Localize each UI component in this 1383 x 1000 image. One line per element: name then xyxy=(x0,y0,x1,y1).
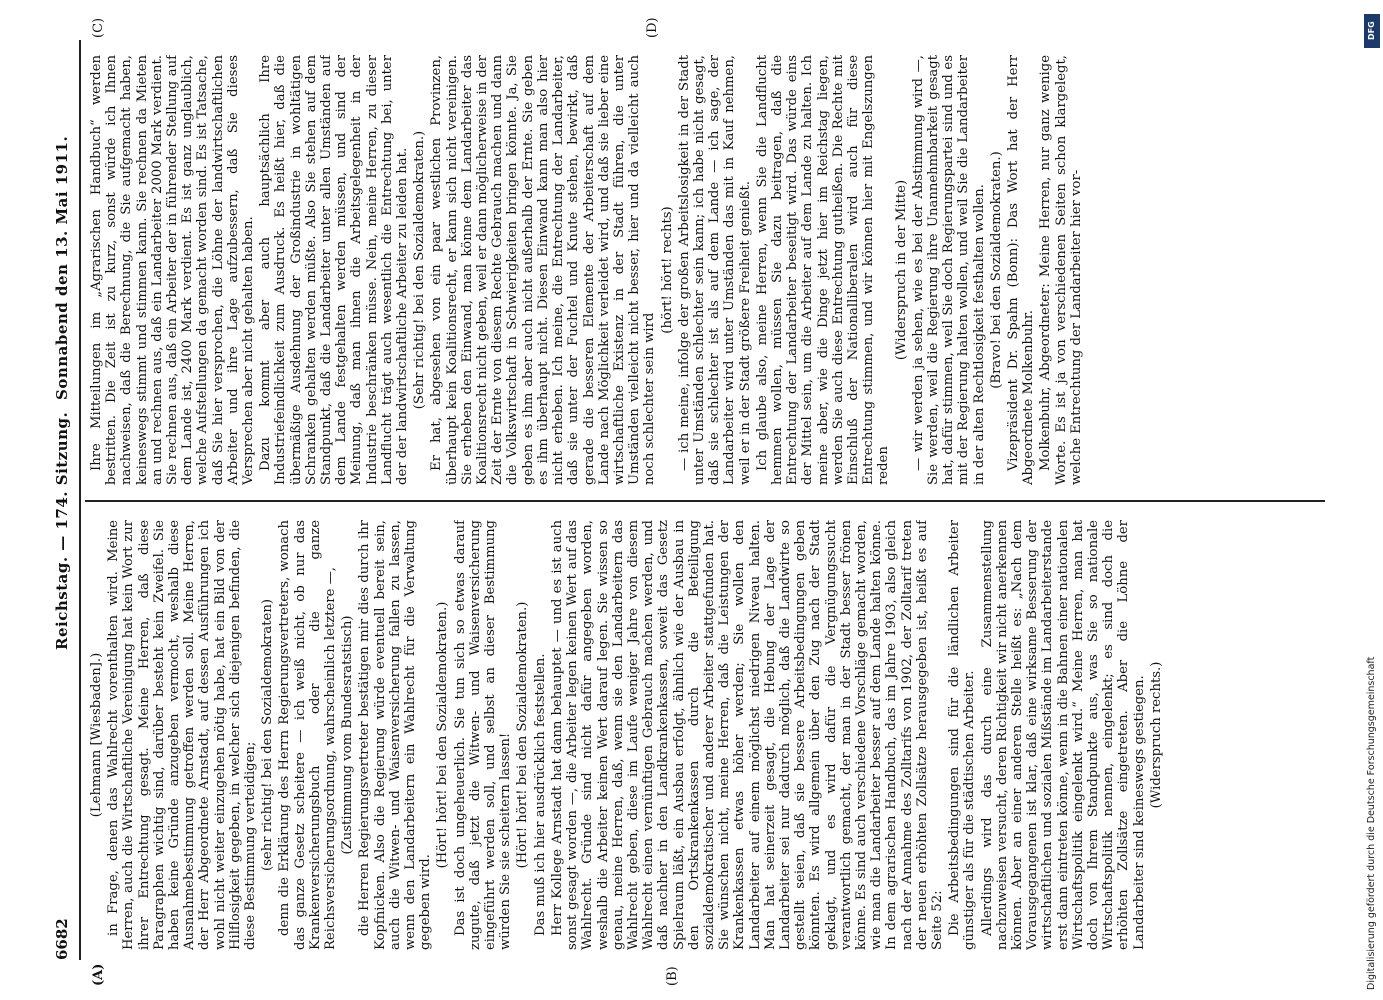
paragraph: (Hört! hört! bei den Sozialdemokraten.) xyxy=(435,601,451,869)
paragraph: (Hört! hört! bei den Sozialdemokraten.) xyxy=(515,601,531,869)
paragraph: Herr Kollege Arnstadt hat dann behauptet — und es ist auch sonst gesagt worden —, die Arbeiter legen keinen Wert auf das Wahlrecht. Gründe sind nicht dafür angegeben worden, weshalb die Arbeiter keinen Wert darauf legen. Sie wissen so genau, meine Herren, daß, wenn sie den Landarbeitern das Wahlrecht geben, diese im Laufe weniger Jahre von diesem Wahlrecht einen vernünftigen Gebrauch machen werden, und daß nachher in den Landkrankenkassen, soweit das Gesetz Spielraum läßt, ein Ausbau erfolgt, ähnlich wie der Ausbau in den Ortskrankenkassen durch die Beteiligung sozialdemokratischer und anderer Arbeiter stattgefunden hat. Sie wünschen nicht, meine Herren, daß die Leistungen der Krankenkassen etwas höher werden; Sie wollen den Landarbeiter auf einem möglichst niedrigen Niveau halten. Man hat seinerzeit gesagt, die Hebung der Lage der Landarbeiter sei nur dadurch möglich, daß die Landwirte so gestellt seien, daß sie bessere Arbeitsbedingungen geben könnten. Es wird allgemein über den Zug nach der Stadt geklagt, und es wird dafür die Vergnügungssucht verantwortlich gemacht, der man in der Stadt besser frönen könne. Es sind auch verschiedene Vorschläge gemacht worden, wie man die Landarbeiter besser auf dem Lande halten könne. In dem agrarischen Handbuch, das im Jahre 1903, also gleich nach der Annahme des Zolltarifs von 1902, der Zolltarif treten der neuen erhöhten Zollsätze herausgegeben ist, heißt es auf Seite 52: xyxy=(549,520,945,950)
dfg-logo: DFG xyxy=(1364,14,1380,48)
paragraph: (Bravo! bei den Sozialdemokraten.) xyxy=(988,151,1004,389)
paragraph: denn die Erklärung des Herrn Regierungsvertreters, wonach das ganze Gesetz scheitere — ich weiß nicht, ob nur das Krankenversicherungsbuch oder die ganze Reichsversicherungsordnung, wahrscheinlich letztere —, xyxy=(277,520,339,950)
digitization-credit: Digitalisierung gefördert durch die Deutsche Forschungsgemeinschaft xyxy=(1366,656,1377,990)
page-header xyxy=(45,40,81,960)
paragraph: die Herren Regierungsvertreter bestätigen mir dies durch ihr Kopfnicken. Also die Regierung würde eventuell bereit sein, auch die Witwen- und Waisenversicherung fallen zu lassen, wenn den Landarbeitern ein Wahlrecht für die Verwaltung gegeben wird. xyxy=(357,520,434,950)
margin-marker-c: (C) xyxy=(91,17,106,38)
paragraph: (Widerspruch in der Mitte) xyxy=(893,179,909,361)
paragraph: (Lehmann [Wiesbaden].) xyxy=(89,652,104,818)
right-column xyxy=(89,55,1319,485)
paragraph: Vizepräsident Dr. Spahn (Bonn): Das Wort hat der Herr Abgeordnete Molkenbuhr. xyxy=(1005,55,1037,485)
paragraph: Er hat, abgesehen von ein paar westlichen Provinzen, überhaupt kein Koalitionsrecht, er kann sich nicht vereinigen. Sie erheben den Einwand, man könne dem Landarbeiter das Koalitionsrecht nicht geben, weil er dann möglicherweise in der Zeit der Ernte von diesem Rechte Gebrauch machen und dann die Volkswirtschaft in Schwierigkeiten bringen könnte. Ja, Sie geben es ihm aber auch nicht außerhalb der Ernte. Sie geben es ihm überhaupt nicht. Diesen Einwand kann man also hier nicht erheben. Ich meine, die Entrechtung der Landarbeiter, daß sie unter der Fuchtel und Knute stehen, bewirkt, daß gerade die besseren Elemente der Arbeiterschaft auf dem Lande nach Möglichkeit verleidet wird, und daß sie lieber eine wirtschaftliche Existenz in der Stadt führen, die unter Umständen vielleicht nicht besser, hier und da vielleicht auch noch schlechter sein wird xyxy=(429,55,658,485)
paragraph: (Sehr richtig! bei den Sozialdemokraten.) xyxy=(412,130,428,410)
paragraph: Allerdings wird das durch eine Zusammenstellung nachzuweisen versucht, deren Richtigkeit wir nicht anerkennen können. Aber an einer anderen Stelle heißt es: „Nach dem Vorausgegangenen ist klar, daß eine wirksame Besserung der wirtschaftlichen und sozialen Mißstände im Landarbeiterstande erst dann eintreten könne, wenn in die Bahnen einer nationalen Wirtschaftspolitik eingelenkt wird.“ Meine Herren, man hat doch von Ihrem Standpunkte aus, was Sie so nationale Wirtschaftspolitik nennen, eingelenkt; es sind doch die erhöhten Zollsätze eingetreten. Aber die Löhne der Landarbeiter sind keineswegs gestiegen. xyxy=(979,520,1147,950)
paragraph: Ihre Mitteilungen im „Agrarischen Handbuch“ werden bestritten. Die Zeit ist zu kurz, sonst würde ich Ihnen nachweisen, daß die Berechnung, die Sie aufgemacht haben, keineswegs stimmt und stimmen kann. Sie rechnen da Mieten an und rechnen aus, daß ein Landarbeiter 2000 Mark verdient. Sie rechnen aus, daß ein Arbeiter der in führender Stellung auf dem Lande ist, 2400 Mark verdient. Es ist ganz unglaublich, welche Aufstellungen da gemacht worden sind. Es ist Tatsache, daß Sie hier versprochen, die Löhne der landwirtschaftlichen Arbeiter und ihre Lage aufzubessern, daß Sie dieses Versprechen aber nicht gehalten haben. xyxy=(89,55,257,485)
paragraph: (sehr richtig! bei den Sozialdemokraten) xyxy=(260,599,276,871)
margin-marker-b: (B) xyxy=(665,966,680,986)
paragraph: Das ist doch ungeheuerlich. Sie tun sich so etwas darauf zugute, daß jetzt die Witwen- und Waisenversicherung eingeführt werden soll, und selbst an dieser Bestimmung würden Sie sie scheitern lassen! xyxy=(452,520,514,950)
session-date: Sonnabend den 13. Mai 1911. xyxy=(53,135,71,400)
paragraph: in Frage, denen das Wahlrecht vorenthalten wird. Meine Herren, auch die Wirtschaftliche Vereinigung hat kein Wort zur ihrer Entrechtung gesagt. Meine Herren, daß diese Paragraphen wichtig sind, darüber besteht kein Zweifel. Sie haben keine Gründe anzugeben vermocht, weshalb diese Ausnahmebestimmung getroffen werden soll. Meine Herren, der Herr Abgeordnete Arnstadt, auf dessen Ausführungen ich wohl nicht weiter einzugehen nötig habe, hat ein Bild von der Hilflosigkeit gegeben, in welcher sich diejenigen befinden, die diese Bestimmung verteidigen; xyxy=(106,520,259,950)
paragraph: Molkenbuhr, Abgeordneter: Meine Herren, nur ganz wenige Worte. Es ist ja von verschiedenen Seiten schon klargelegt, welche Entrechtung der Landarbeiter hier vor- xyxy=(1038,55,1084,485)
rotated-page xyxy=(45,17,1335,986)
left-column xyxy=(89,520,1319,950)
paragraph: (Widerspruch rechts.) xyxy=(1148,661,1164,809)
paragraph: Ich glaube also, meine Herren, wenn Sie die Landflucht hemmen wollen, müssen Sie dazu beitragen, daß die Entrechtung der Landarbeiter beseitigt wird. Das würde eins der Mittel sein, um die Arbeiter auf dem Lande zu halten. Ich meine aber, wie die Dinge jetzt hier im Reichstag liegen, werden Sie auch diese Entrechtung gutheißen. Die Rechte mit Einschluß der Nationalliberalen wird auch für diese Entrechtung stimmen, und wir können hier mit Engelszungen reden xyxy=(754,55,892,485)
paragraph: (Zustimmung vom Bundesratstisch) xyxy=(340,615,356,855)
paragraph: Die Arbeitsbedingungen sind für die ländlichen Arbeiter günstiger als für die städtischen Arbeiter. xyxy=(947,520,978,950)
margin-marker-d: (D) xyxy=(645,17,660,38)
paragraph: Dazu kommt aber auch hauptsächlich Ihre Industriefeindlichkeit zum Ausdruck. Es heißt hier, daß die übermäßige Ausdehnung der Großindustrie in wohltätigen Schranken gehalten werden müßte. Also Sie stehen auf dem Standpunkt, daß die Landarbeiter unter allen Umständen auf dem Lande festgehalten werden müssen, und sind der Meinung, daß man ihnen die Arbeitsgelegenheit in der Industrie beschränken müsse. Nein, meine Herren, zu dieser Landflucht trägt auch wesentlich die Entrechtung bei, unter der der landwirtschaftliche Arbeiter zu leiden hat. xyxy=(258,55,411,485)
paragraph: Das muß ich hier ausdrücklich feststellen. xyxy=(532,653,548,936)
page-number: 6682 xyxy=(53,918,71,960)
paragraph: — wir werden ja sehen, wie es bei der Abstimmung wird —, Sie werden, weil die Regierung ihre Unannehmbarkeit gesagt hat, dafür stimmen, weil Sie doch Regierungspartei sind und es mit der Regierung halten wollen, und weil Sie die Landarbeiter in der alten Rechtlosigkeit festhalten wollen. xyxy=(910,55,987,485)
paragraph: (hört! hört! rechts) xyxy=(659,206,675,334)
session-title: Reichstag. — 174. Sitzung. xyxy=(53,411,71,650)
margin-marker-a: (A) xyxy=(91,963,106,986)
paragraph: — ich meine, infolge der großen Arbeitslosigkeit in der Stadt unter Umständen schlechter sein kann; ich habe nicht gesagt, daß sie schlechter ist als auf dem Lande — ich sage, der Landarbeiter wird unter Umständen das mit in Kauf nehmen, weil er in der Stadt größere Freiheit genießt. xyxy=(676,55,753,485)
column-divider xyxy=(85,500,1325,502)
